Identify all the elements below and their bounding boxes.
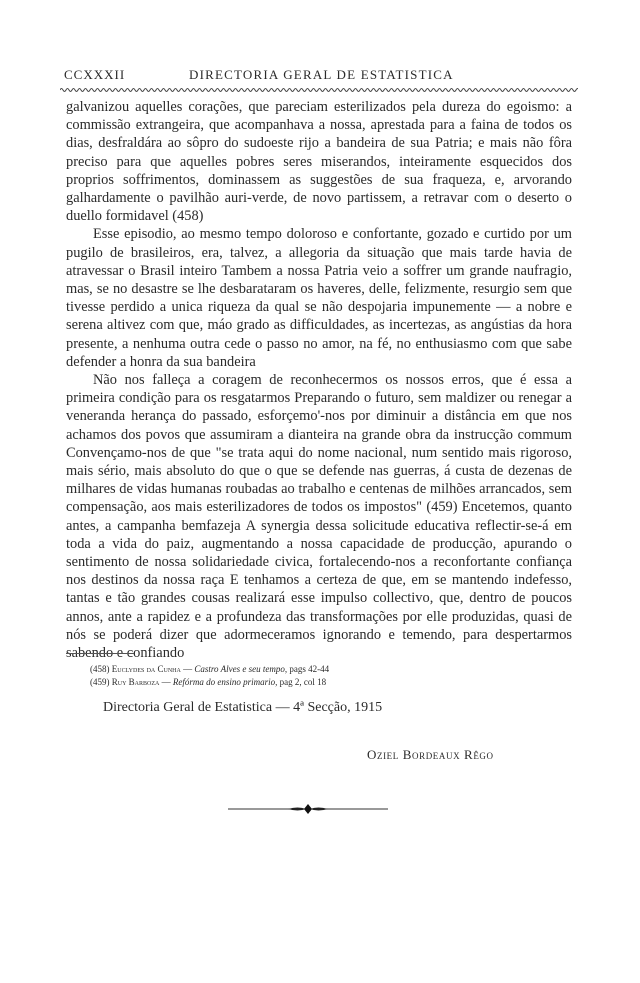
footnote-dash: —	[159, 676, 173, 687]
closing-line: Directoria Geral de Estatistica — 4ª Secção, 1915	[103, 700, 383, 715]
running-title: DIRECTORIA GERAL DE ESTATISTICA	[189, 67, 454, 82]
footnote-separator	[66, 653, 134, 654]
page-number: CCXXXII	[64, 67, 126, 82]
footnote-459	[90, 676, 550, 689]
footnote-dash: —	[180, 664, 195, 674]
footnote-title: Castro Alves e seu tempo,	[194, 664, 288, 674]
footnote-458	[90, 663, 550, 676]
footnote-author: Euclydes da Cunha	[111, 664, 181, 674]
running-header	[64, 64, 574, 86]
footnote-author: Ruy Barboza	[111, 676, 160, 687]
footnote-ref: pag 2, col 18	[277, 676, 327, 687]
footnotes	[90, 663, 550, 688]
wavy-rule-icon	[60, 86, 578, 94]
footnote-number: (459)	[90, 676, 110, 687]
footnote-title: Refórma do ensino primario,	[172, 676, 278, 687]
body-text	[66, 98, 572, 662]
footnote-ref: pags 42-44	[287, 664, 330, 674]
paragraph-1: galvanizou aquelles corações, que pareciam esterilizados pela dureza do egoismo: a commissão extrangeira, que acompanhava a nossa, aprestada para a faina de todos os dias, desfraldára ao sôpro do sudoeste rijo a bandeira de sua Patria; e mais não fôra preciso para que aquelles pobres seres miserandos, inteiramente esquecidos dos proprios soffrimentos, dominassem as suggestões de sua fraqueza, e, arvorando galhardamente o pavilhão auri-verde, de novo partissem, a retravar com o deserto o duello formidavel (458)	[66, 99, 572, 225]
paragraph-3: Não nos falleça a coragem de reconhecermos os nossos erros, que é essa a primeira condição para os resgatarmos Preparando o futuro, sem maldizer ou renegar a veneranda herança do passado, esforçemo'-nos por diminuir a distância em que nos achamos dos povos que assumiram a dianteira na grande obra da instrucção commum Convençamo-nos de que "se trata aqui do nome nacional, num sentido mais rigoroso, mais sério, mais absoluto do que o que se defende nas guerras, á custa de dezenas de milhares de vidas humanas roubadas ao trabalho e centenas de milhões arrancados, sem compensação, aos mais esterilizadores de todos os impostos" (459) Encetemos, quanto antes, a campanha bemfazeja A synergia dessa solicitude educativa reflectir-se-á em toda a vida do paiz, augmentando a nossa capacidade de producção, apurando o sentimento de nossa solidariedade civica, fortalecendo-nos a reconfortante confiança nos destinos da nossa raça E tenhamos a certeza de que, em se mantendo indefesso, tantas e tão grandes cousas realizará esse impulso collectivo, que, dentro de poucos annos, ante a rapidez e a profundeza das transformações por elle produzidas, quasi de nós se poderá dizer que adormeceramos ignorando e temendo, para despertarmos sabendo e confiando	[66, 372, 572, 662]
diamond-ornament-icon	[228, 802, 388, 816]
footnote-number: (458)	[90, 664, 110, 674]
signature: Oziel Bordeaux Rêgo	[367, 747, 494, 762]
paragraph-2: Esse episodio, ao mesmo tempo doloroso e confortante, gozado e curtido por um pugilo de brasileiros, era, talvez, a allegoria da situação que mais tarde havia de atravessar o Brasil inteiro Tambem a nossa Patria veio a soffrer um grande naufragio, mas, se no desastre se lhe desbarataram os haveres, delle, felizmente, resurgio sem que tivesse perdido a unica riqueza da qual se não despojaria impunemente — a nobre e serena altivez com que, máo grado as difficuldades, as incertezas, as angústias da hora presente, a nenhuma outra cede o passo no amor, na fé, no enthusiasmo com que sabe defender a honra da sua bandeira	[66, 226, 572, 370]
